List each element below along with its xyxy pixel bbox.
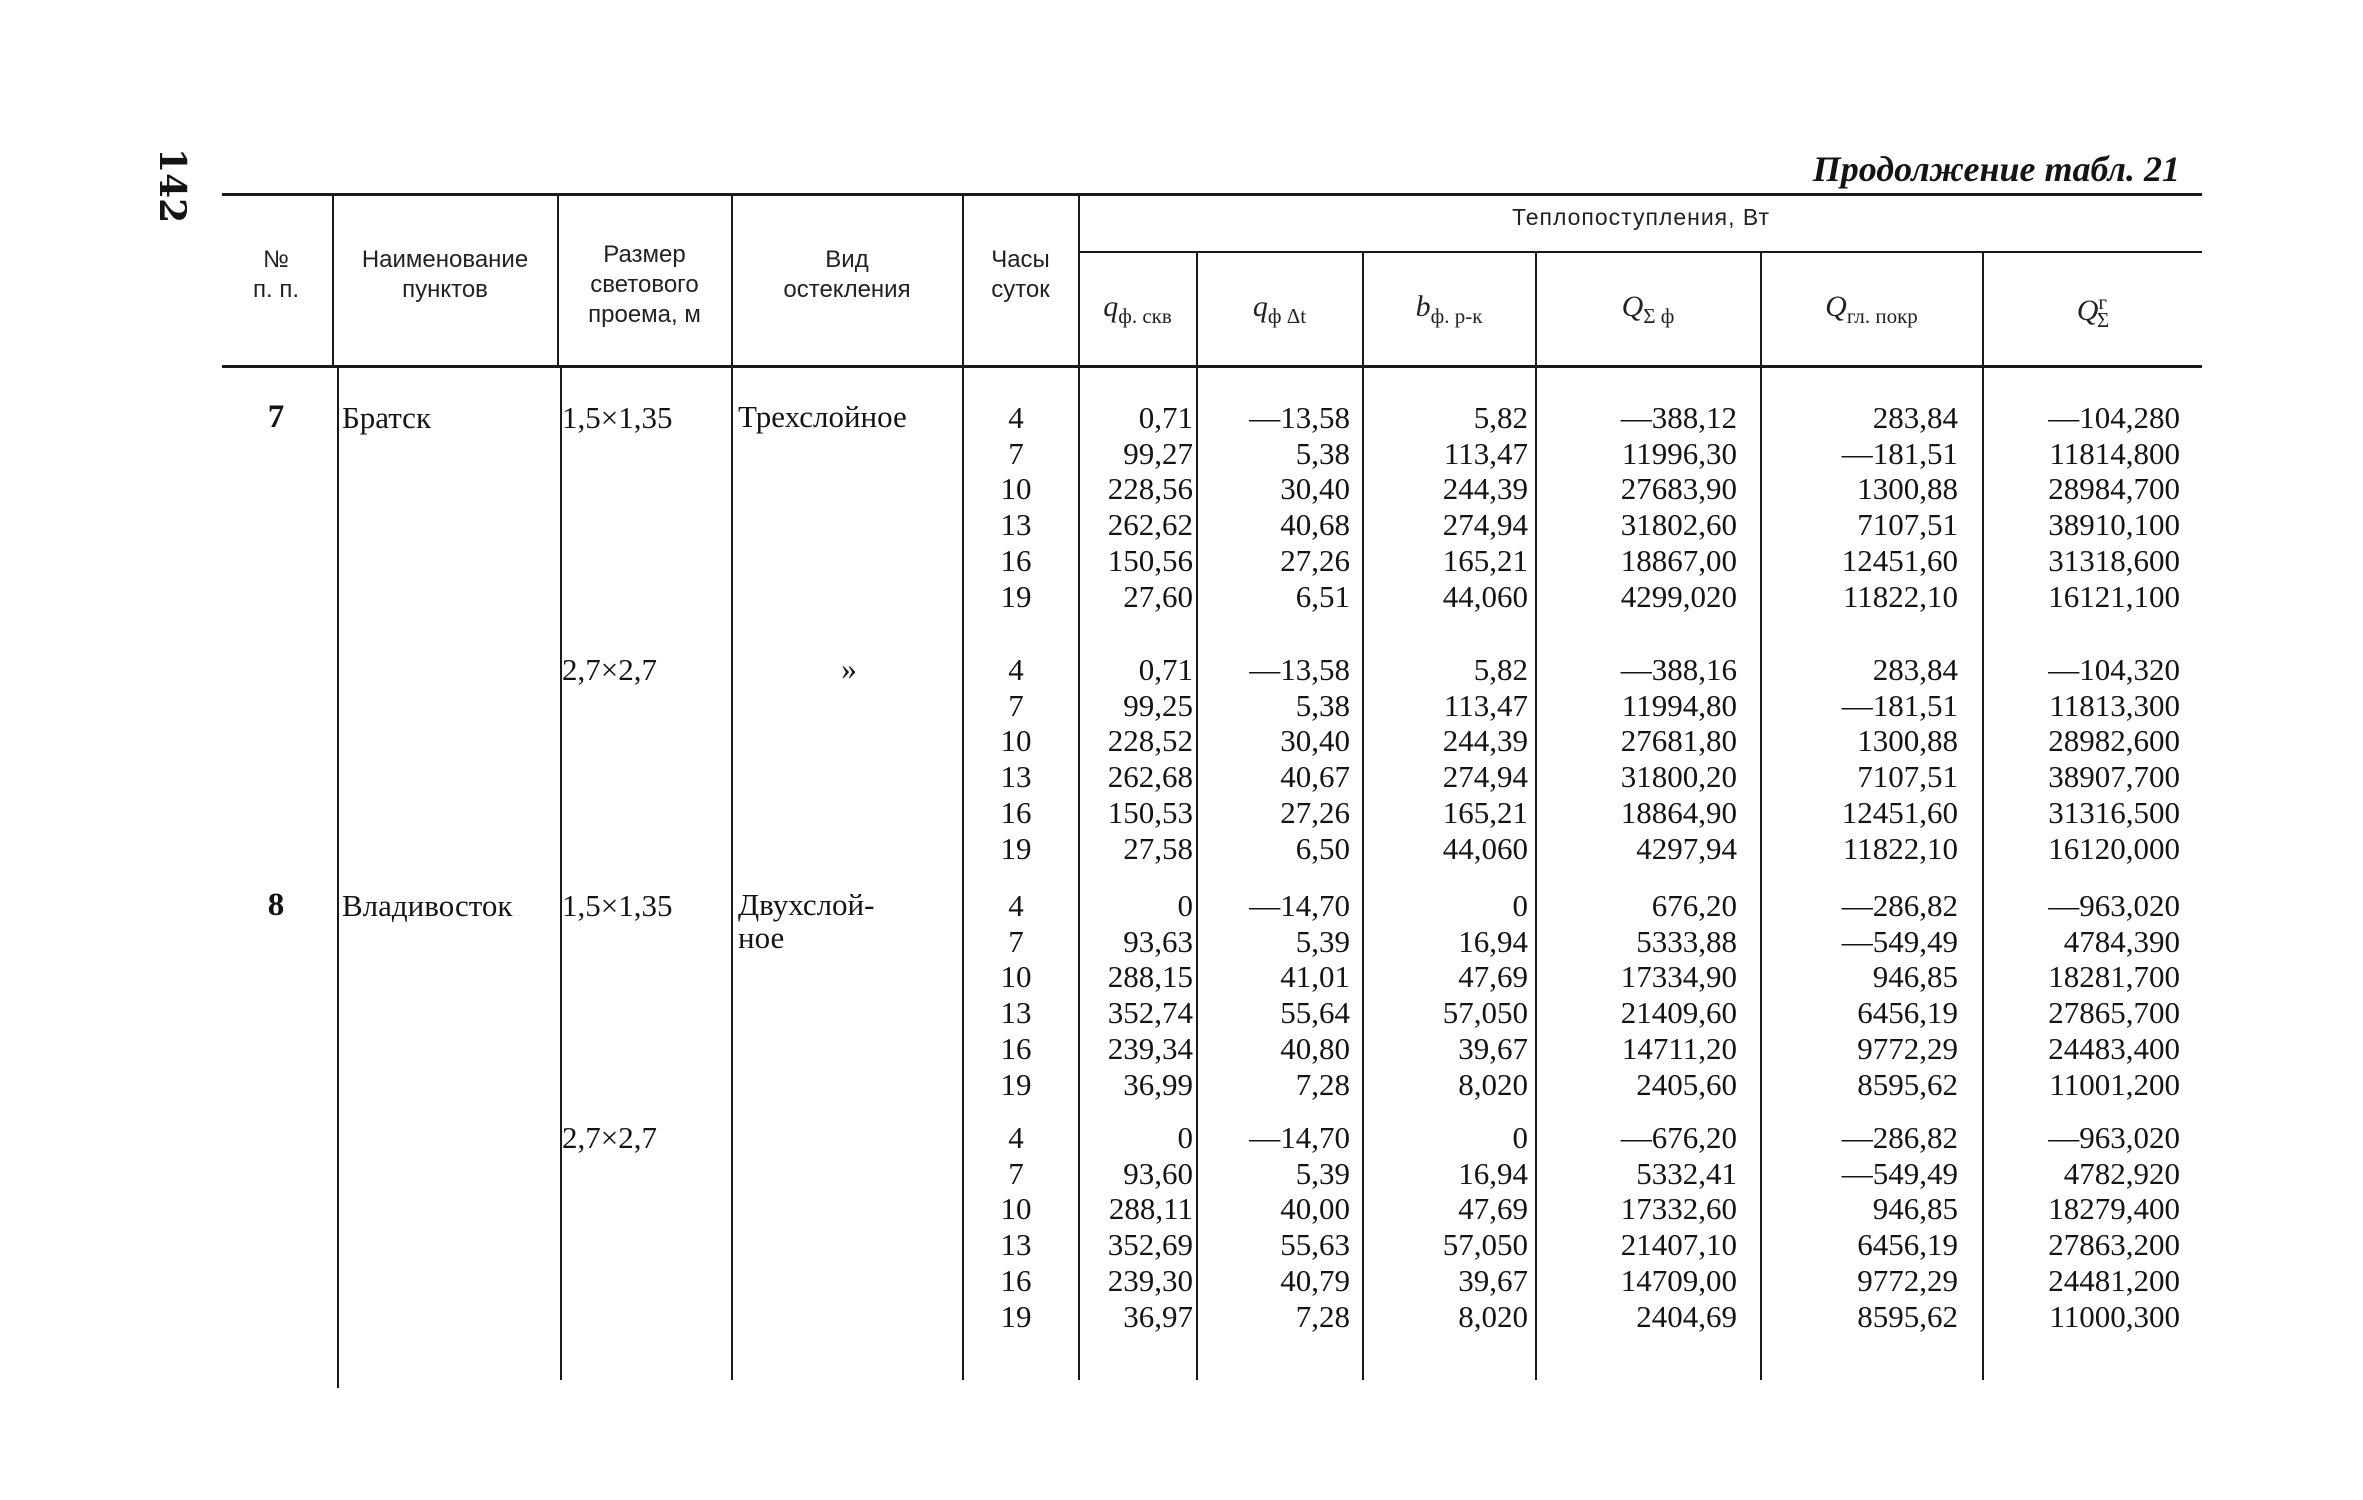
- table-cell-c1: 0: [1177, 888, 1193, 923]
- table-cell-c2: 27,26: [1280, 794, 1350, 830]
- group-rule: [1078, 251, 2202, 253]
- table-cell-hours: 7: [1008, 923, 1024, 959]
- table-cell-hours: 4: [1008, 888, 1024, 923]
- table-cell-c6: —104,280: [2048, 400, 2180, 435]
- table-cell-c5: 946,85: [1872, 959, 1958, 995]
- col-sep: [962, 368, 964, 1380]
- table-cell-c3: 39,67: [1458, 1030, 1528, 1066]
- table-cell-c4: 21407,10: [1620, 1227, 1737, 1263]
- table-cell-c2: 30,40: [1280, 723, 1350, 759]
- table-cell-c4: 2404,69: [1636, 1298, 1737, 1334]
- table-cell-c6: 18279,400: [2048, 1191, 2180, 1227]
- table-cell-c5: 7107,51: [1857, 507, 1958, 543]
- table-cell-c1: 288,15: [1107, 959, 1193, 995]
- table-cell-c5: 283,84: [1872, 652, 1958, 687]
- table-cell-c1: 239,30: [1107, 1262, 1193, 1298]
- table-cell-c1: 262,68: [1107, 759, 1193, 795]
- table-cell-c3: 165,21: [1442, 794, 1528, 830]
- header-no: № п. п.: [253, 246, 299, 303]
- table-cell-c2: 30,40: [1280, 471, 1350, 507]
- table-cell-c4: 17334,90: [1620, 959, 1737, 995]
- table-cell-c5: 8595,62: [1857, 1066, 1958, 1102]
- table-cell-c6: 28982,600: [2048, 723, 2180, 759]
- aperture-size: 2,7×2,7: [562, 1120, 657, 1155]
- table-cell-c6: 16121,100: [2048, 578, 2180, 614]
- table-cell-c5: 9772,29: [1857, 1262, 1958, 1298]
- table-cell-c6: 4782,920: [2063, 1155, 2180, 1191]
- table-cell-hours: 10: [1000, 471, 1032, 507]
- table-cell-c4: 18864,90: [1620, 794, 1737, 830]
- header-heat-gain-group: Теплопоступления, Вт: [1511, 204, 1771, 230]
- table-cell-c6: 31316,500: [2048, 794, 2180, 830]
- table-cell-c3: 47,69: [1458, 959, 1528, 995]
- table-cell-hours: 13: [1000, 759, 1032, 795]
- table-cell-c2: 5,39: [1295, 1155, 1350, 1191]
- table-cell-c4: —676,20: [1620, 1120, 1737, 1155]
- header-c3: $b_{ф. р-к}$: [1415, 290, 1483, 328]
- table-cell-c4: 14711,20: [1621, 1030, 1737, 1066]
- table-cell-c6: 18281,700: [2048, 959, 2180, 995]
- table-cell-hours: 19: [1000, 578, 1032, 614]
- table-cell-c3: 39,67: [1458, 1262, 1528, 1298]
- table-cell-c3: 165,21: [1442, 542, 1528, 578]
- table-cell-c5: 1300,88: [1857, 471, 1958, 507]
- row-number: 7: [267, 399, 285, 435]
- table-cell-hours: 7: [1008, 687, 1024, 723]
- table-cell-c3: 16,94: [1458, 1155, 1528, 1191]
- table-cell-c4: 27683,90: [1620, 471, 1737, 507]
- table-cell-c1: 0,71: [1138, 400, 1193, 435]
- table-cell-c5: —549,49: [1841, 923, 1958, 959]
- table-cell-hours: 13: [1000, 995, 1032, 1031]
- table-cell-hours: 7: [1008, 1155, 1024, 1191]
- table-cell-c2: —14,70: [1249, 888, 1350, 923]
- table-cell-c5: 946,85: [1872, 1191, 1958, 1227]
- table-cell-c2: 55,63: [1280, 1227, 1350, 1263]
- table-cell-hours: 16: [1000, 1030, 1032, 1066]
- table-cell-c6: 38907,700: [2048, 759, 2180, 795]
- table-cell-c4: 4297,94: [1636, 830, 1737, 866]
- table-cell-c6: —104,320: [2048, 652, 2180, 687]
- table-cell-c3: 44,060: [1442, 578, 1528, 614]
- table-cell-c6: 11000,300: [2049, 1298, 2180, 1334]
- table-cell-c6: 27863,200: [2048, 1227, 2180, 1263]
- top-rule: [222, 193, 2202, 196]
- table-cell-c1: 288,11: [1108, 1191, 1193, 1227]
- table-cell-c5: 6456,19: [1857, 1227, 1958, 1263]
- table-cell-c6: 24481,200: [2048, 1262, 2180, 1298]
- col-sep: [337, 368, 339, 1388]
- table-cell-c3: 274,94: [1442, 507, 1528, 543]
- table-cell-c1: 228,52: [1107, 723, 1193, 759]
- table-cell-c5: 7107,51: [1857, 759, 1958, 795]
- table-cell-hours: 16: [1000, 794, 1032, 830]
- table-cell-c1: 27,58: [1123, 830, 1193, 866]
- table-cell-c4: 14709,00: [1620, 1262, 1737, 1298]
- table-cell-c5: 283,84: [1872, 400, 1958, 435]
- table-cell-hours: 4: [1008, 1120, 1024, 1155]
- table-cell-c3: 57,050: [1442, 1227, 1528, 1263]
- table-cell-c5: —286,82: [1841, 888, 1958, 923]
- table-cell-c6: —963,020: [2048, 1120, 2180, 1155]
- table-cell-c3: 8,020: [1458, 1298, 1528, 1334]
- table-cell-c5: 6456,19: [1857, 995, 1958, 1031]
- table-cell-hours: 19: [1000, 1066, 1032, 1102]
- header-hours: Часы суток: [991, 246, 1050, 303]
- table-cell-c5: 9772,29: [1857, 1030, 1958, 1066]
- table-cell-c2: —13,58: [1249, 652, 1350, 687]
- table-cell-c4: 2405,60: [1636, 1066, 1737, 1102]
- table-cell-c1: 93,63: [1123, 923, 1193, 959]
- header-glazing: Вид остекления: [783, 246, 911, 303]
- table-cell-c2: 6,51: [1295, 578, 1350, 614]
- header-c2: $q_{ф \Delta t}$: [1252, 290, 1307, 328]
- table-cell-c2: 40,80: [1280, 1030, 1350, 1066]
- table-cell-hours: 10: [1000, 1191, 1032, 1227]
- table-cell-c2: 40,00: [1280, 1191, 1350, 1227]
- header-name: Наименование пунктов: [361, 246, 529, 303]
- row-number: 8: [267, 887, 285, 923]
- table-cell-c2: 41,01: [1280, 959, 1350, 995]
- table-cell-c1: 228,56: [1107, 471, 1193, 507]
- aperture-size: 2,7×2,7: [562, 652, 657, 687]
- table-cell-c2: —14,70: [1249, 1120, 1350, 1155]
- col-sep: [560, 368, 562, 1380]
- table-cell-c3: 274,94: [1442, 759, 1528, 795]
- page-number: 142: [151, 148, 193, 224]
- table-cell-c1: 262,62: [1107, 507, 1193, 543]
- table-cell-c4: 18867,00: [1620, 542, 1737, 578]
- table-cell-c2: 5,39: [1295, 923, 1350, 959]
- table-cell-c1: 99,27: [1123, 435, 1193, 471]
- table-cell-c6: 28984,700: [2048, 471, 2180, 507]
- table-cell-c1: 352,69: [1107, 1227, 1193, 1263]
- table-cell-c4: 17332,60: [1620, 1191, 1737, 1227]
- table-cell-c4: 11994,80: [1621, 687, 1737, 723]
- table-cell-c2: 40,67: [1280, 759, 1350, 795]
- col-sep: [731, 368, 733, 1380]
- table-cell-c4: 5332,41: [1636, 1155, 1737, 1191]
- table-cell-c3: 57,050: [1442, 995, 1528, 1031]
- table-cell-c5: —549,49: [1841, 1155, 1958, 1191]
- table-cell-c4: 676,20: [1651, 888, 1737, 923]
- table-cell-hours: 19: [1000, 830, 1032, 866]
- table-cell-c3: 113,47: [1443, 435, 1528, 471]
- location-name: Владивосток: [342, 888, 513, 923]
- table-cell-c2: 27,26: [1280, 542, 1350, 578]
- table-cell-c4: 27681,80: [1620, 723, 1737, 759]
- table-cell-c2: 7,28: [1295, 1298, 1350, 1334]
- table-cell-c4: —388,16: [1620, 652, 1737, 687]
- table-cell-c4: 31800,20: [1620, 759, 1737, 795]
- table-cell-c1: 150,53: [1107, 794, 1193, 830]
- header-c4: $Q_{\Sigma ф}$: [1621, 290, 1675, 328]
- table-cell-c5: 11822,10: [1842, 830, 1958, 866]
- table-cell-c1: 36,99: [1123, 1066, 1193, 1102]
- table-cell-hours: 10: [1000, 723, 1032, 759]
- table-cell-c3: 244,39: [1442, 471, 1528, 507]
- table-cell-c3: 8,020: [1458, 1066, 1528, 1102]
- table-cell-c5: —181,51: [1841, 687, 1958, 723]
- table-cell-c2: 5,38: [1295, 435, 1350, 471]
- table-cell-c6: 16120,000: [2048, 830, 2180, 866]
- table-cell-c3: 113,47: [1443, 687, 1528, 723]
- table-cell-c2: —13,58: [1249, 400, 1350, 435]
- header-c6: $Q^г_\Sigma$: [2076, 290, 2110, 332]
- table-cell-hours: 16: [1000, 542, 1032, 578]
- table-cell-hours: 7: [1008, 435, 1024, 471]
- table-cell-c1: 239,34: [1107, 1030, 1193, 1066]
- table-cell-hours: 4: [1008, 652, 1024, 687]
- table-cell-c1: 27,60: [1123, 578, 1193, 614]
- table-cell-c2: 40,79: [1280, 1262, 1350, 1298]
- table-cell-c6: 11813,300: [2049, 687, 2180, 723]
- table-cell-c6: 27865,700: [2048, 995, 2180, 1031]
- table-cell-hours: 13: [1000, 1227, 1032, 1263]
- table-cell-c3: 0: [1512, 1120, 1528, 1155]
- aperture-size: 1,5×1,35: [562, 400, 673, 435]
- table-cell-c4: 31802,60: [1620, 507, 1737, 543]
- table-cell-c1: 36,97: [1123, 1298, 1193, 1334]
- table-cell-c5: 12451,60: [1841, 542, 1958, 578]
- table-cell-c1: 352,74: [1107, 995, 1193, 1031]
- table-cell-c3: 16,94: [1458, 923, 1528, 959]
- table-cell-c4: —388,12: [1620, 400, 1737, 435]
- table-cell-c1: 150,56: [1107, 542, 1193, 578]
- header-size: Размер светового проема, м: [588, 241, 701, 328]
- table-cell-c3: 44,060: [1442, 830, 1528, 866]
- table-cell-hours: 10: [1000, 959, 1032, 995]
- table-cell-c3: 5,82: [1473, 400, 1528, 435]
- table-cell-c3: 47,69: [1458, 1191, 1528, 1227]
- table-cell-c2: 40,68: [1280, 507, 1350, 543]
- header-bottom-rule: [222, 365, 2202, 368]
- table-cell-c1: 93,60: [1123, 1155, 1193, 1191]
- table-cell-hours: 13: [1000, 507, 1032, 543]
- table-cell-c4: 4299,020: [1620, 578, 1737, 614]
- header-c1: $q_{ф. скв}$: [1103, 290, 1172, 328]
- table-cell-c1: 0,71: [1138, 652, 1193, 687]
- glazing-type: »: [841, 651, 857, 686]
- table-cell-c6: 38910,100: [2048, 507, 2180, 543]
- table-cell-c5: 12451,60: [1841, 794, 1958, 830]
- table-cell-c5: —181,51: [1841, 435, 1958, 471]
- table-cell-c6: —963,020: [2048, 888, 2180, 923]
- table-cell-c3: 244,39: [1442, 723, 1528, 759]
- table-cell-c2: 6,50: [1295, 830, 1350, 866]
- table-cell-c6: 4784,390: [2063, 923, 2180, 959]
- header-c5: $Q_{гл. покр}$: [1825, 290, 1918, 328]
- table-cell-c5: —286,82: [1841, 1120, 1958, 1155]
- table-cell-c4: 11996,30: [1621, 435, 1737, 471]
- table-cell-c6: 24483,400: [2048, 1030, 2180, 1066]
- table-cell-c4: 21409,60: [1620, 995, 1737, 1031]
- aperture-size: 1,5×1,35: [562, 888, 673, 923]
- table-cell-c2: 7,28: [1295, 1066, 1350, 1102]
- table-cell-c3: 5,82: [1473, 652, 1528, 687]
- table-cell-c1: 0: [1177, 1120, 1193, 1155]
- table-cell-c5: 8595,62: [1857, 1298, 1958, 1334]
- table-cell-hours: 4: [1008, 400, 1024, 435]
- table-cell-c5: 11822,10: [1842, 578, 1958, 614]
- table-cell-c2: 5,38: [1295, 687, 1350, 723]
- table-caption: Продолжение табл. 21: [1812, 149, 2180, 189]
- table-cell-hours: 19: [1000, 1298, 1032, 1334]
- table-cell-hours: 16: [1000, 1262, 1032, 1298]
- table-cell-c6: 31318,600: [2048, 542, 2180, 578]
- glazing-type: Трехслойное: [738, 399, 907, 434]
- table-cell-c4: 5333,88: [1636, 923, 1737, 959]
- table-cell-c5: 1300,88: [1857, 723, 1958, 759]
- table-cell-c3: 0: [1512, 888, 1528, 923]
- table-cell-c6: 11001,200: [2049, 1066, 2180, 1102]
- location-name: Братск: [342, 400, 432, 435]
- table-cell-c1: 99,25: [1123, 687, 1193, 723]
- table-cell-c2: 55,64: [1280, 995, 1350, 1031]
- table-cell-c6: 11814,800: [2049, 435, 2180, 471]
- glazing-type: Двухслой- ное: [738, 887, 875, 955]
